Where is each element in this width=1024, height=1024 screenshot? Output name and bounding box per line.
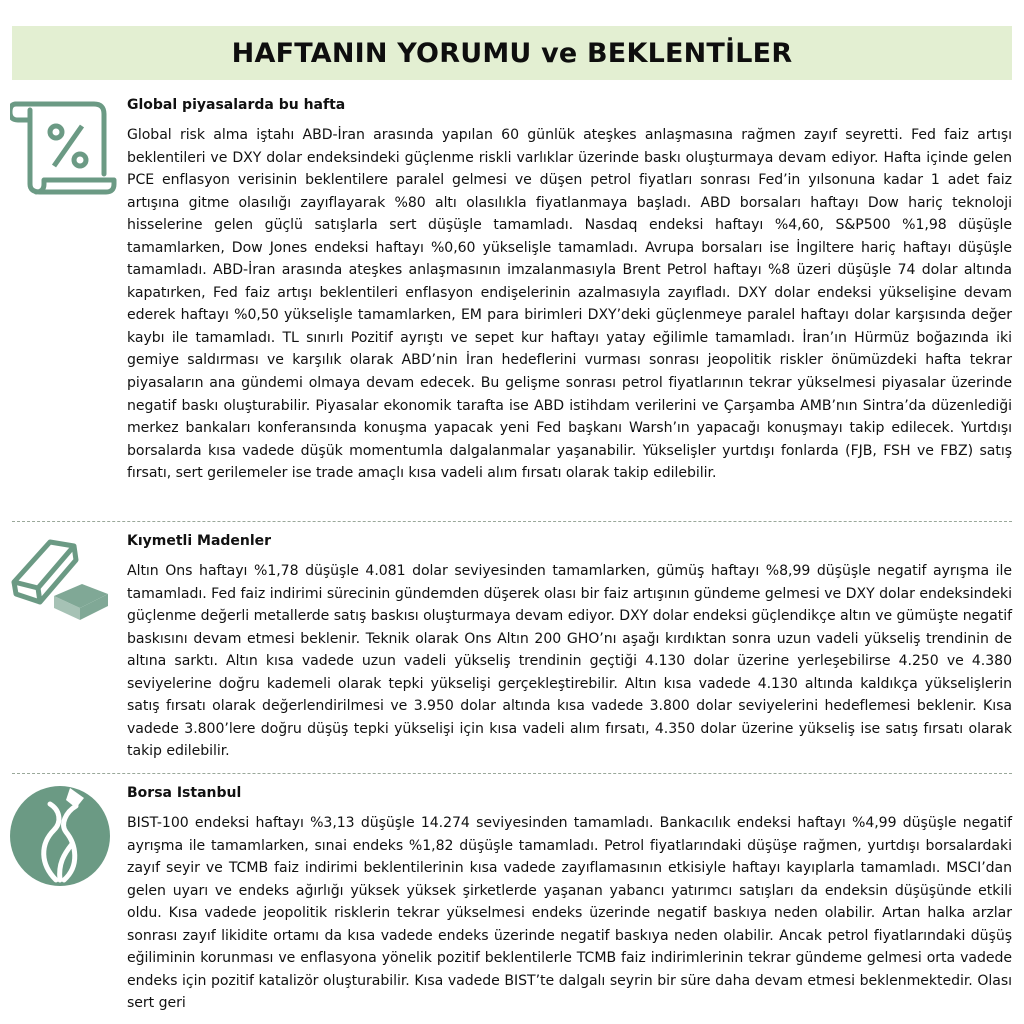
section-body: Altın Ons haftayı %1,78 düşüşle 4.081 dolar seviyesinden tamamlarken, gümüş haftayı %8,99 düşüşle negatif ayrışma ile tamamladı. Fed faiz indirimi sürecinin gündemden düşerek olası bir faiz artışının gündeme gelmesi ve DXY dolar endeksindeki güçlenme değerli metallerde satış baskısı oluşturmaya devam ediyor. DXY dolar endeksi güçlendikçe altın ve gümüşte negatif baskısını devam etmesi beklenir. Teknik olarak Ons Altın 200 GHO’nı aşağı kırdıktan sonra uzun vadeli yükseliş trendinin de altına sarktı. Altın kısa vadede uzun vadeli yükseliş trendinin geçtiği 4.130 dolar üzerine yerleşebilirse 4.250 ve 4.380 seviyelerine doğru kademeli olarak tepki yükselişi gerçekleştirebilir. Altın kısa vadede 4.130 altında kaldıkça yükselişlerin satış fırsatı olarak değerlendirilmesi ve 3.950 dolar altında kısa vadede 3.800 dolar seviyelerini hedeflemesi beklenir. Kısa vadede 3.800’lere doğru düşüş tepki yükselişi için kısa vadeli alım fırsatı, 4.350 dolar üzerine yükseliş ise satış fırsatı olarak takip edilebilir. [127,563,1012,760]
section-divider [12,773,1012,774]
section-global-markets [0,96,1024,514]
section-title: Borsa Istanbul [127,785,242,801]
section-text [127,96,1012,485]
section-title: Global piyasalarda bu hafta [127,97,346,113]
section-title: Kıymetli Madenler [127,533,272,549]
section-body: Global risk alma iştahı ABD-İran arasında yapılan 60 günlük ateşkes anlaşmasına rağmen zayıf seyretti. Fed faiz artışı beklentileri ve DXY dolar endeksindeki güçlenme riskli varlıklar üzerinde baskı oluşturmaya devam ediyor. Hafta içinde gelen PCE enflasyon verisinin beklentilere paralel gelmesi ve düşen petrol fiyatları sonrası Fed’in yılsonuna kadar 1 adet faiz artışına gitme olasılığı zayıflayarak %80 altı olasılıkla fiyatlanmaya başladı. ABD borsaları haftayı Dow hariç teknoloji hisselerine gelen güçlü satışlarla sert düşüşle tamamladı. Nasdaq endeksi haftayı %4,60, S&P500 %1,98 düşüşle tamamlarken, Dow Jones endeksi haftayı %0,60 yükselişle tamamladı. Avrupa borsaları ise İngiltere hariç haftayı düşüşle tamamladı. ABD-İran arasında ateşkes anlaşmasının imzalanmasıyla Brent Petrol haftayı %8 üzeri düşüşle 74 dolar altında kapatırken, Fed faiz artışı beklentileri enflasyon endişelerinin azalmasıyla zayıfladı. DXY dolar endeksi yükselişine devam ederek haftayı %0,50 yükselişle tamamlarken, EM para birimleri DXY’deki güçlenmeye paralel haftayı dolar karşısında değer kaybı ile tamamladı. TL sınırlı Pozitif ayrıştı ve sepet kur haftayı yatay eğilimle tamamladı. İran’ın Hürmüz boğazında iki gemiye saldırması ve karşılık olarak ABD’nin İran hedeflerini vurması sonrası jeopolitik riskler önümüzdeki hafta tekrar piyasaların ana gündemi olmaya devam edecek. Bu gelişme sonrası petrol fiyatlarının tekrar yükselmesi piyasalar üzerinde negatif baskı oluşturabilir. Piyasalar ekonomik tarafta ise ABD istihdam verilerini ve Çarşamba AMB’nın Sintra’da düzenlediği merkez bankaları konferansında konuşma yapacak yeni Fed başkanı Warsh’ın yapacağı konuşmayı takip edilecek. Yurtdışı borsalarda kısa vadede düşük momentumla dalgalanmalar yaşanabilir. Yükselişler yurtdışı fonlarda (FJB, FSH ve FBZ) satış fırsatı, sert gerilemeler ise trade amaçlı kısa vadeli alım fırsatı olarak takip edilebilir. [127,127,1012,482]
page-title: HAFTANIN YORUMU ve BEKLENTİLER [231,37,793,69]
section-body: BIST-100 endeksi haftayı %3,13 düşüşle 14.274 seviyesinden tamamladı. Bankacılık endeksi haftayı %4,99 düşüşle negatif ayrışma ile tamamlarken, sınai endeks %1,82 düşüşle tamamladı. Petrol fiyatlarındaki düşüşe rağmen, yurtdışı borsalardaki zayıf seyir ve TCMB faiz indirimi beklentilerinin kısa vadede zayıflamasının etkisiyle haftayı kayıplarla tamamladı. MSCI’dan gelen uyarı ve endeks ağırlığı yüksek yüksek şirketlerde yaşanan yabancı yatırımcı satışları da endeksin düşüşünde etkili oldu. Kısa vadede jeopolitik risklerin tekrar yükselmesi endeks üzerinde negatif baskıya neden olabilir. Artan halka arzlar sonrası zayıf likidite ortamı da kısa vadede endeks üzerinde negatif baskıya neden olabilir. Ancak petrol fiyatlarındaki düşüş eğiliminin korunması ve enflasyona yönelik pozitif beklentilerle TCMB faiz indirimlerinin tekrar gündeme gelmesi orta vadede endeks için pozitif katalizör oluşturabilir. Kısa vadede BIST’te dalgalı seyrin bir süre daha devam etmesi beklenmektedir. Olası sert geri [127,815,1012,1012]
percent-scroll-icon [10,96,118,196]
section-divider [12,521,1012,522]
tulip-emblem-icon [10,784,118,904]
section-precious-metals [0,532,1024,770]
section-text [127,784,1012,1015]
section-borsa-istanbul [0,784,1024,1024]
section-text [127,532,1012,763]
gold-bars-icon [10,532,118,622]
header-banner [12,26,1012,80]
